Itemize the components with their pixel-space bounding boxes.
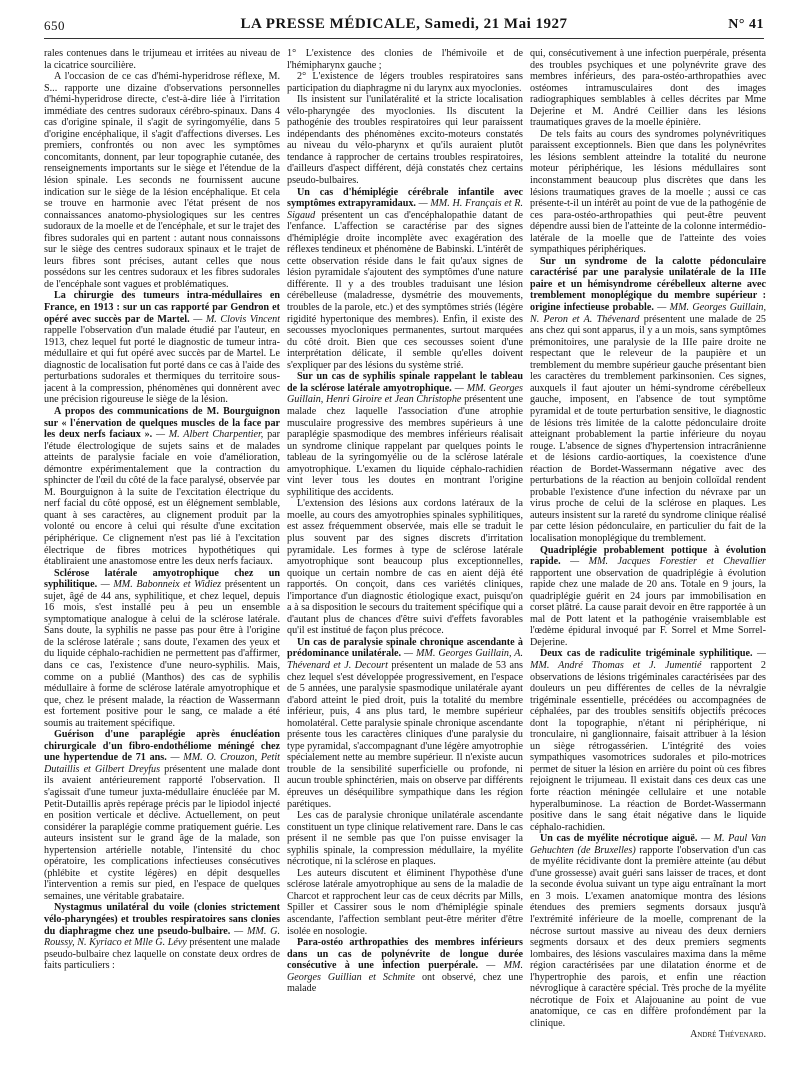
paragraph-text: rapporte l'observation d'un cas de myélite récidivante dont la première atteinte (au début d'une grossesse) avait guéri sans laisser de traces, et dont la seconde évolua suivant un type aigu entraînant la mort en 3 mois. L'examen anatomique montra des lésions étendues des premiers segments dorsaux jusqu'à l'extrémité inférieure de la moelle, comprenant de la nécrose surtout massive au niveau des deux derniers segments dorsaux et des deux premiers segments lombaires, des lésions vasculaires maxima dans la même région caractérisées par une dilatation énorme et de l'hypertrophie des parois, et enfin une réaction névroglique à caractère spécial. Très proche de la myélite nécrotique de Foix et Alajouanine au point de vue anatomique, ce cas en diffère profondément par la clinique.: [530, 844, 766, 1029]
article-authors: — MM. H. Français et R. Sigaud: [287, 198, 523, 221]
column-3: [530, 48, 766, 1078]
paragraph-text: 2° L'existence de légers troubles respiratoires sans participation du diaphragme ni du larynx aux myoclonies.: [287, 71, 523, 94]
article-authors: — MM. Jacques Forestier et Chevallier: [570, 556, 766, 568]
paragraph: [287, 937, 523, 995]
paragraph: [44, 290, 280, 405]
page-number: 650: [44, 18, 65, 33]
paragraph-text: rales contenues dans le trijumeau et irritées au niveau de la cicatrice sourcilière.: [44, 48, 280, 71]
paragraph-text: ont observé, chez une malade: [287, 971, 523, 995]
paragraph: [530, 545, 766, 649]
paragraph-text: rapportent 2 observations de lésions trigéminales caractérisées par des douleurs un peu différentes de celles de la névralgie trigéminale essentielle, précédées ou accompagnées de céphalées, par des troubles sensitifs objectifs précoces dont la topographie, n'étant ni périphérique, ni tronculaire, ni ganglionnaire, faisait attribuer à la lésion un siège rétrogassérien. L'intégrité des voies sympathiques vasomotrices sudorales et pilo-motrices permet de situer la lésion en arrière du point où ces fibres rejoignent le trijumeau. Il existait dans ces deux cas une forte réaction méningée cellulaire et une notable hyperalbuminose. La réaction de Bordet-Wassermann positive dans le sang était négative dans le liquide céphalo-rachidien.: [530, 659, 766, 833]
article-authors: — M. Paul Van Gehuchten (de Bruxelles): [530, 833, 766, 856]
paragraph: [287, 371, 523, 498]
paragraph: [530, 129, 766, 256]
paragraph-text: présentent une malade de 25 ans chez qui sont apparus, il y a un mois, sans symptômes prémonitoires, une paralysie de la IIIe paire droite ne respectant que le releveur de la paupière et un tremblement du membre supérieur gauche présentant bien les caractères du tremblement parkinsonien. Ces signes, auxquels il faut ajouter un hémi-syndrome cérébelleux gauche, imposent, en l'absence de tout symptôme pyramidal et de toute perturbation sensitive, le diagnostic de lésions très limitée de la calotte pédonculaire droite atteignant probablement la partie inférieure du noyau rouge. L'absence de signes d'hypertension intracrânienne et de lésions cardio-aortiques, la coexistence d'une réaction de Bordet-Wassermann négative avec des perturbations de la réaction au benjoin colloïdal rendent probable l'existence d'une infection du névraxe par un virus proche de celui de la sclérose en plaques. Les auteurs insistent sur la rareté du syndrome clinique réalisé par cette lésion pédonculaire, en particulier du fait de la localisation monoplégique du tremblement.: [530, 313, 766, 544]
paragraph: [287, 71, 523, 94]
article-title: La chirurgie des tumeurs intra-médullaires en France, en 1913 : sur un cas rapporté par Gendron et opéré avec succès par de Martel.: [44, 290, 280, 325]
article-authors: — MM. Georges Guillain, Henri Giroire et Jean Christophe: [287, 382, 523, 406]
article-authors: — MM. Babonneix et Widiez: [100, 579, 222, 591]
article-title: Sclérose latérale amyotrophique chez un syphilitique.: [44, 567, 280, 591]
paragraph-text: présentent un cas d'encéphalopathie datant de l'enfance. L'affection se caractérise par des signes d'hémiplégie droite incomplète avec exagération des réflexes tendineux et phénomène de Babinski. L'intérêt de cette observation réside dans le fait qu'aux signes de lésion pyramidale s'ajoutent des symptômes d'une nature différente. Il y a des troubles traduisant une lésion cérébelleuse (maladresse, dysmétrie des mouvements, troubles de la parole, etc.) et des symptômes striés (légère rigidité hypertonique des membres). Enfin, il existe des secousses myocloniques permanentes, surtout marquées du côté droit. Bien que ces secousses soient d'une interprétation délicate, il semble qu'elles doivent s'expliquer par des lésions du système strié.: [287, 209, 523, 371]
paragraph-text: De tels faits au cours des syndromes polynévritiques paraissent exceptionnels. Bien que dans les polynévrites les lésions semblent atteindre la totalité du neurone moteur périphérique, les lésions médullaires sont inconstamment beaucoup plus discrètes que dans les lésions traumatiques graves de la moelle ; aussi ce cas présente-t-il un intérêt au point de vue de la pathogénie de ces para-ostéo-arthropathies qui peut-être peuvent dépendre aussi bien de l'atteinte de la colonne intermédio-latérale de la moelle que de l'atteinte des voies sympathiques périphériques.: [530, 128, 766, 256]
article-title: Un cas de myélite nécrotique aiguë.: [540, 833, 698, 845]
paragraph: [530, 833, 766, 1029]
paragraph: [44, 48, 280, 71]
article-authors: — M. Albert Charpentier,: [155, 429, 264, 441]
paragraph-text: rapportent une observation de quadriplégie à évolution rapide chez une malade de 20 ans. Totale en 9 jours, la quadriplégie guérit en 24 jours par immobilisation en corset plâtré. La cause parait devoir en être rapportée à un mal de Pott latent et la pathogénie vraisemblable est l'œdème épidural invoqué par F. Sorrel et Mme Sorrel-Dejerine.: [530, 567, 766, 648]
article-authors: — MM. Georges Guillian et Schmite: [287, 960, 523, 983]
issue-number: N° 41: [728, 17, 764, 32]
paragraph-text: Les auteurs discutent et éliminent l'hypothèse d'une sclérose latérale amyotrophique au sens de la maladie de Charcot et rapprochent leur cas de ceux décrits par Mills, Spiller et Cassirer sous le nom d'hémiplégie spinale ascendante, l'affection semblant peut-être mériter d'être isolée en nosologie.: [287, 867, 523, 937]
paragraph: [287, 810, 523, 868]
paragraph: [44, 71, 280, 290]
signature: [530, 1029, 766, 1041]
paragraph-text: par l'étude électrologique de sujets sains et de malades atteints de paralysie faciale en voie d'amélioration, démontre expérimentalement que la contraction du sphincter de l'œil du côté de la face paralysé, observée par M. Bourguignon à la suite de l'excitation électrique du nerf facial du côté opposé, est un élégnement semblable, quant à ses caractères, au clignement produit par la volonté ou encore à celui qui résulte d'une excitation périphérique. Ce clignement n'est pas lié à l'excitation électrique de fibres motrices hypothétiques qui établiraient une anastomose entre les deux nerfs faciaux.: [44, 429, 280, 568]
paragraph-text: L'extension des lésions aux cordons latéraux de la moelle, au cours des amyotrophies spinales syphilitiques, est assez fréquemment observée, mais elle se traduit le plus souvent par des signes discrets d'irritation pyramidale. Les formes à type de sclérose latérale amyotrophique sont beaucoup plus exceptionnelles, quoique un certain nombre de cas en aient déjà été rapportés. On conçoit, dans ces variétés cliniques, l'importance d'un diagnostic étiologique exact, puisqu'on a à sa disposition le secours du traitement spécifique qui a d'autant plus de chances d'être suivi d'effets favorables qu'il est institué de façon plus précoce.: [287, 498, 523, 637]
article-authors: — MM. Georges Guillain, N. Peron et A. Thévenard: [530, 302, 766, 325]
paragraph: [44, 902, 280, 971]
page-header: [44, 16, 764, 39]
article-authors: — MM. Georges Guillain, A. Thévenard et J. Decourt: [287, 648, 523, 671]
journal-title: LA PRESSE MÉDICALE, Samedi, 21 Mai 1927: [240, 16, 568, 32]
paragraph-text: présentent une malade dont ils avaient antérieurement rapporté l'observation. Il s'agissait d'une tumeur juxta-médullaire énucléée par M. Petit-Dutaillis après repérage précis par le lipiodol injecté en position verticale et déclive. Actuellement, on peut considérer la paraplégie comme pratiquement guérie. Les auteurs insistent sur le grand âge de la malade, son hypertension artérielle notable, l'intensité du choc opératoire, les complications infectieuses consécutives (phlébite et cystite légères) en dépit desquelles l'intervention a remis sur pied, en l'espace de quelques semaines, une véritable grabataire.: [44, 763, 280, 902]
signature-text: André Thévenard.: [690, 1029, 766, 1041]
article-title: Deux cas de radiculite trigéminale syphilitique.: [540, 648, 753, 660]
paragraph-text: présentent un sujet, âgé de 44 ans, syphilitique, et chez lequel, depuis 16 mois, s'est installé peu à peu un ensemble symptomatique analogue à celui de la sclérose latérale. Sans doute, la syphilis ne passe pas pour être à l'origine de la sclérose latérale ; sans doute, l'examen des yeux et du liquide céphalo-rachidien ne permettent pas d'affirmer, dans ce cas, l'existence d'une neuro-syphilis. Mais, comme on a publié (Manthos) des cas de syphilis médullaire à forme de sclérose latérale amyotrophique et que, chez le présent malade, la réaction de Wassermann est fortement positive pour le sang, ce malade a été soumis au traitement spécifique.: [44, 579, 280, 729]
column-2: [287, 48, 523, 1078]
paragraph: [287, 637, 523, 810]
paragraph: [287, 187, 523, 372]
paragraph: [530, 648, 766, 833]
paragraph: [44, 406, 280, 568]
paragraph-text: rappelle l'observation d'un malade étudié par l'auteur, en 1913, chez lequel fut porté le diagnostic de tumeur intra-médullaire et qui fut opéré avec succès par de Martel. Le diagnostic de localisation fut porté dans ce cas à l'aide des perturbations sudorales et thermiques du territoire sous-jacent à la compression, phénomènes qui donnèrent avec une précision rigoureuse le siège de la lésion.: [44, 325, 280, 406]
article-title: Un cas de paralysie spinale chronique ascendante à prédominance unilatérale.: [287, 636, 523, 660]
article-title: A propos des communications de M. Bourguignon sur « l'énervation de quelques muscles de la face par les deux nerfs faciaux ».: [44, 405, 280, 441]
article-title: Nystagmus unilatéral du voile (clonies strictement vélo-pharyngées) et troubles respiratoires sans clonies du diaphragme chez une pseudo-bulbaire.: [44, 902, 280, 937]
paragraph-text: présentent une malade pseudo-bulbaire chez laquelle on constate deux ordres de faits particuliers :: [44, 937, 280, 972]
article-title: Para-ostéo arthropathies des membres inférieurs dans un cas de polynévrite de longue durée consécutive à une infection puerpérale.: [287, 937, 523, 972]
article-title: Quadriplégie probablement pottique à évolution rapide.: [530, 544, 766, 568]
paragraph-text: présentent un malade de 53 ans chez lequel s'est développée progressivement, en l'espace de 5 années, une paralysie spasmodique unilatérale ayant d'abord atteint le pied droit, puis la totalité du membre inférieur, puis, 4 ans plus tard, le membre supérieur homolatéral. Cette paralysie spinale chronique ascendante présente tous les caractères cliniques d'une paralysie du type pyramidal, s'accompagnant d'une légère amyotrophie spécialement nette au membre supérieur. Il n'existe aucun trouble de la sensibilité superficielle ou profonde, ni aucun trouble sphinctérien, mais on observe par différents épreuves un déséquilibre sympathique dans les région parétiques.: [287, 659, 523, 810]
article-authors: — MM. André Thomas et J. Jumentié: [530, 648, 766, 671]
paragraph: [287, 868, 523, 937]
article-title: Un cas d'hémiplégie cérébrale infantile avec symptômes extrapyramidaux.: [287, 186, 523, 210]
article-title: Sur un syndrome de la calotte pédonculaire caractérisé par une paralysie unilatérale de la IIIe paire et un hémisyndrome cérébelleux alterne avec tremblement monoplégique du membre supérieur : origine infectieuse probable.: [530, 255, 766, 314]
article-authors: — MM. O. Crouzon, Petit Dutaillis et Gilbert Dreyfus: [44, 752, 280, 775]
paragraph-text: qui, consécutivement à une infection puerpérale, présenta des troubles psychiques et une polynévrite grave des membres inférieurs, des para-ostéo-arthropathies avec ostéomes intramusculaires dont des images radiographiques semblables à celles décrites par Mme Dejerine et M. André Ceillier dans les lésions traumatiques graves de la moelle épinière.: [530, 48, 766, 129]
paragraph: [44, 568, 280, 730]
paragraph: [287, 48, 523, 71]
paragraph-text: présentent une malade chez laquelle l'association d'une atrophie musculaire progressive des membres supérieurs à une paraplégie spasmodique des membres inférieurs réalisait un syndrome clinique rappelant par quelques points le tableau de la syringomyélie ou de la sclérose latérale amyotrophique. L'examen du liquide céphalo-rachidien vint lever tous les doutes en montrant l'origine syphilitique des accidents.: [287, 394, 523, 498]
article-authors: — M. Clovis Vincent: [193, 313, 280, 325]
paragraph: [530, 48, 766, 129]
article-title: Sur un cas de syphilis spinale rappelant le tableau de la sclérose latérale amyotrophique.: [287, 371, 523, 394]
paragraph-text: 1° L'existence des clonies de l'hémivoile et de l'hémipharynx gauche ;: [287, 48, 523, 71]
article-title: Guérison d'une paraplégie après énucléation chirurgicale d'un fibro-endothéliome méningé chez une hypertendue de 71 ans.: [44, 729, 280, 764]
paragraph-text: Les cas de paralysie chronique unilatérale ascendante constituent un type clinique relativement rare. Dans le cas présent il ne semble pas que l'on puisse envisager la syphilis spinale, la compression médullaire, la myélite nécrotique, ni la sclérose en plaques.: [287, 810, 523, 868]
paragraph: [287, 498, 523, 637]
article-authors: — MM. G. Roussy, N. Kyriaco et Mlle G. Lévy: [44, 925, 280, 949]
paragraph-text: A l'occasion de ce cas d'hémi-hyperidrose réflexe, M. S... rapporte une dizaine d'observations personnelles d'hémi-hyperidrose directe, c'est-à-dire liée à l'irritation immédiate des centres sudoraux cérébro-spinaux. Dans 4 cas d'origine spinale, il s'agit de syringomyélie, dans 5 d'origine encéphalique, il s'agit d'affections diverses. Les premiers, confrontés ou non avec les symptômes concomitants, donnent, par leur topographie cutanée, des renseignements importants sur le siège et l'étendue de la lésion spinale. Les seconds ne fournissent aucune indication sur le siège de la lésion encéphalique. Et cela se trouve en harmonie avec l'état présent de nos connaissances anatomo-physiologiques sur les centres sudoraux de la moelle et de l'encéphale, et sur le trajet des fibres sudorales qui en partent : autant nous connaissons sur le siège des centres sudoraux spinaux et le trajet de leurs fibres sont précises, autant celles que nous possédons sur les centres sudoraux et les fibres sudorales de l'encéphale sont vagues et problématiques.: [44, 71, 280, 290]
paragraph-text: Ils insistent sur l'unilatéralité et la stricte localisation vélo-pharyngée des myoclonies. Ils discutent la pathogénie des troubles respiratoires qui leur paraissent indépendants des phénomènes excito-moteurs constatés au niveau du vélo-pharynx et qu'ils auraient plutôt tendance à rapprocher de certains troubles respiratoires, d'ailleurs d'aspect différent, déjà constatés chez certains pseudo-bulbaires.: [287, 94, 523, 187]
column-1: [44, 48, 280, 1078]
paragraph: [287, 94, 523, 186]
paragraph: [44, 729, 280, 902]
paragraph: [530, 256, 766, 545]
